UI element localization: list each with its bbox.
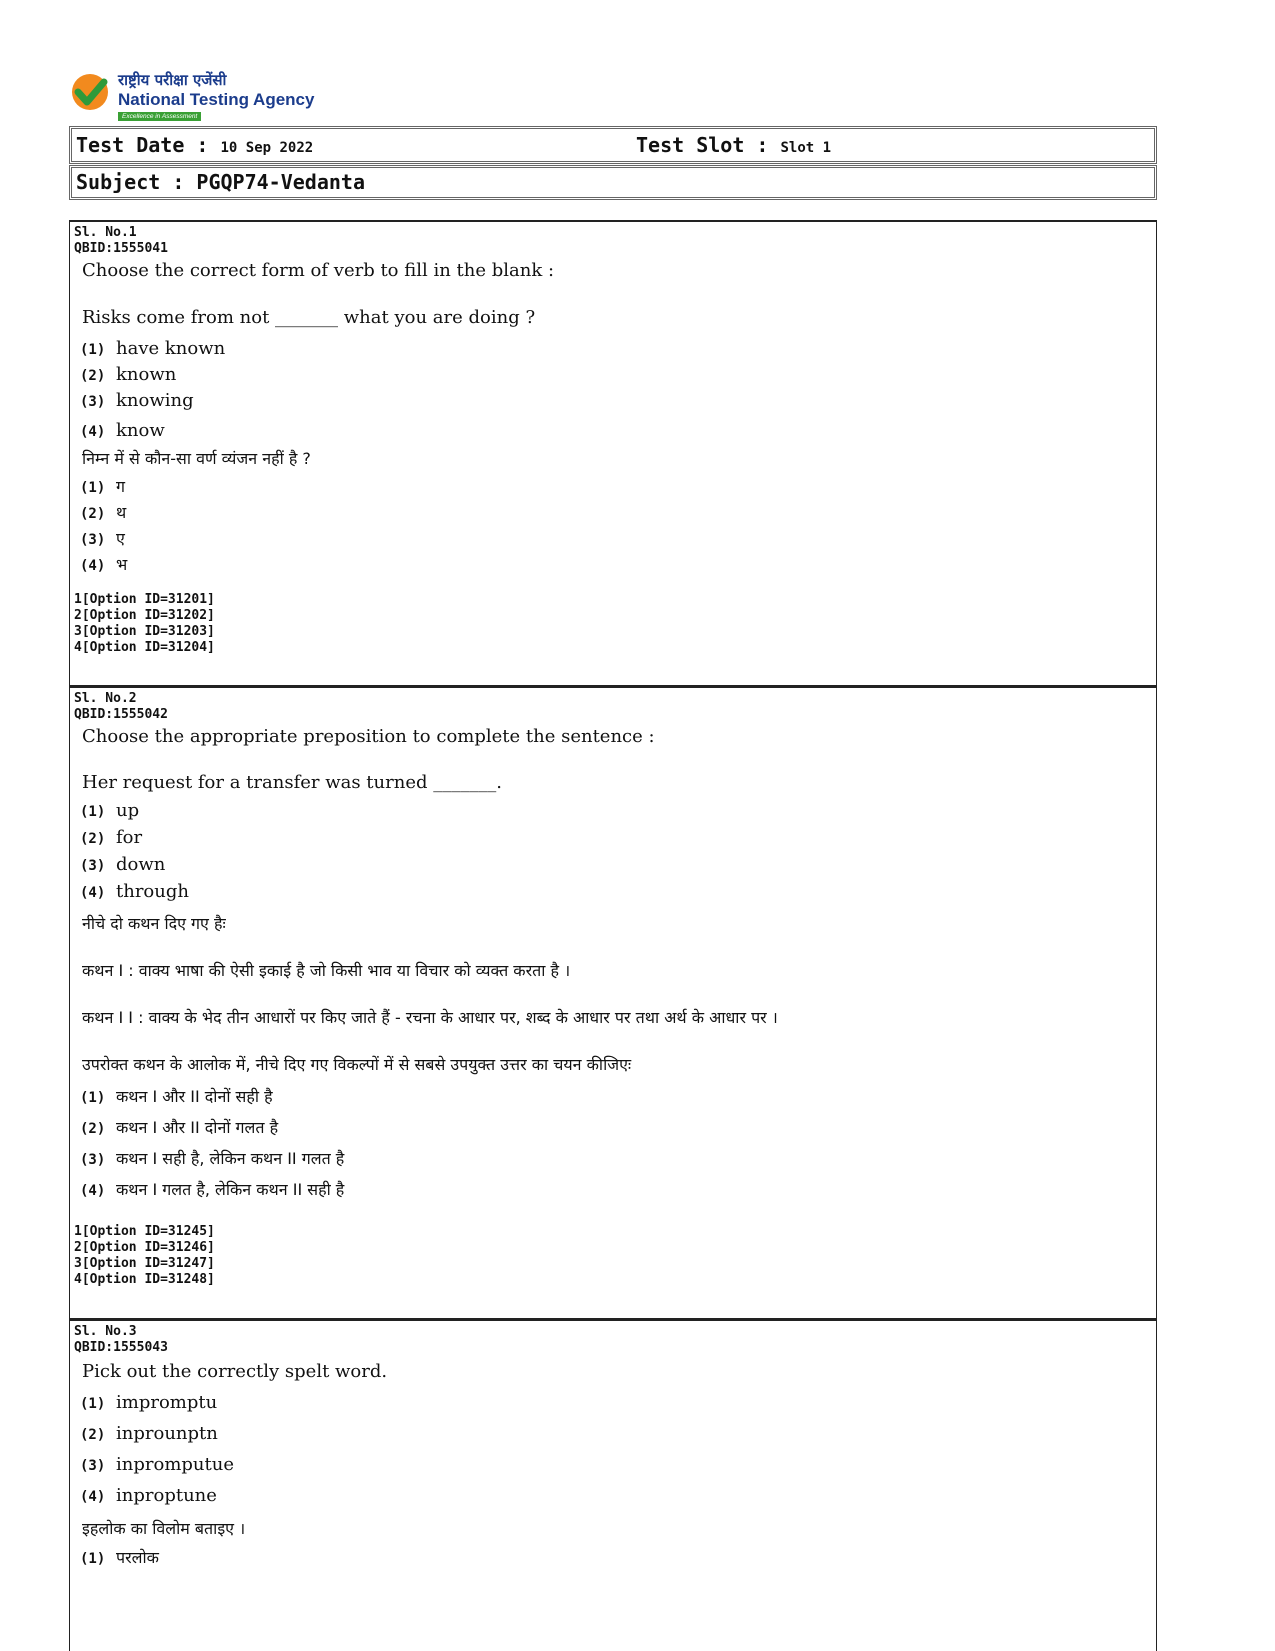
sl-no: Sl. No.1 — [74, 225, 137, 240]
test-slot-value: Slot 1 — [780, 140, 832, 156]
option-text: known — [116, 364, 177, 385]
subject-box — [69, 165, 1157, 200]
option-number: (3) — [80, 394, 106, 410]
option-id-3: 3[Option ID=31247] — [74, 1256, 215, 1271]
question-text-en: Choose the correct form of verb to fill in the blank : — [82, 260, 555, 281]
question-text-en: Pick out the correctly spelt word. — [82, 1361, 388, 1382]
option-id-4: 4[Option ID=31204] — [74, 640, 215, 655]
subject-value: PGQP74-Vedanta — [196, 170, 365, 194]
statement-1-hi: कथन I : वाक्य भाषा की ऐसी इकाई है जो किसी भाव या विचार को व्यक्त करता है । — [82, 961, 571, 980]
option-text: परलोक — [116, 1548, 159, 1567]
option-number: (2) — [80, 1121, 106, 1137]
option-number: (3) — [80, 1152, 106, 1168]
qbid: QBID:1555041 — [74, 241, 168, 256]
option-number: (1) — [80, 480, 106, 496]
option-hi-3 — [80, 527, 125, 549]
option-number: (1) — [80, 1090, 106, 1106]
test-date-label: Test Date : — [76, 133, 209, 157]
option-text: कथन I और II दोनों गलत है — [116, 1118, 279, 1137]
option-text: inproptune — [116, 1485, 217, 1506]
test-slot — [636, 133, 831, 157]
test-slot-label: Test Slot : — [636, 133, 769, 157]
test-info-box — [69, 126, 1157, 164]
option-text: have known — [116, 338, 226, 359]
option-text: for — [116, 827, 143, 848]
option-id-2: 2[Option ID=31202] — [74, 608, 215, 623]
option-text: through — [116, 881, 189, 902]
option-en-3 — [80, 854, 165, 875]
option-en-2 — [80, 827, 142, 848]
logo-hindi-text: राष्ट्रीय परीक्षा एजेंसी — [118, 71, 227, 89]
option-text: impromptu — [116, 1392, 218, 1413]
question-text-en: Choose the appropriate preposition to complete the sentence : — [82, 726, 655, 747]
option-en-1 — [80, 1392, 217, 1413]
option-text: भ — [116, 555, 128, 574]
question-block-2 — [69, 686, 1157, 1319]
instruction-hi: उपरोक्त कथन के आलोक में, नीचे दिए गए विकल्पों में से सबसे उपयुक्त उत्तर का चयन कीजिएः — [82, 1055, 632, 1074]
option-number: (1) — [80, 342, 106, 358]
option-text: ए — [116, 529, 125, 548]
option-id-2: 2[Option ID=31246] — [74, 1240, 215, 1255]
logo-tagline: Excellence in Assessment — [118, 112, 201, 121]
question-block-3 — [69, 1319, 1157, 1651]
option-text: inpromputue — [116, 1454, 234, 1475]
option-en-1 — [80, 338, 225, 359]
question-sentence-en: Her request for a transfer was turned _______. — [82, 772, 502, 793]
option-number: (1) — [80, 1396, 106, 1412]
option-number: (4) — [80, 1183, 106, 1199]
option-en-2 — [80, 364, 176, 385]
option-number: (4) — [80, 558, 106, 574]
sl-no: Sl. No.2 — [74, 691, 137, 706]
option-en-3 — [80, 1454, 234, 1475]
option-en-4 — [80, 1485, 217, 1506]
logo-english-text: National Testing Agency — [118, 90, 315, 109]
option-text: down — [116, 854, 166, 875]
option-number: (4) — [80, 424, 106, 440]
option-hi-1 — [80, 1085, 273, 1107]
question-block-1 — [69, 220, 1157, 686]
question-text-hi: इहलोक का विलोम बताइए । — [82, 1519, 246, 1538]
option-number: (2) — [80, 831, 106, 847]
option-text: knowing — [116, 390, 194, 411]
option-hi-1 — [80, 475, 125, 497]
sl-no: Sl. No.3 — [74, 1324, 137, 1339]
qbid: QBID:1555042 — [74, 707, 168, 722]
question-text-hi: नीचे दो कथन दिए गए हैः — [82, 914, 226, 933]
option-hi-2 — [80, 1116, 278, 1138]
statement-2-hi: कथन I I : वाक्य के भेद तीन आधारों पर किए जाते हैं - रचना के आधार पर, शब्द के आधार पर तथा अर्थ के आधार पर । — [82, 1008, 778, 1027]
option-id-3: 3[Option ID=31203] — [74, 624, 215, 639]
option-hi-1 — [80, 1546, 159, 1568]
option-text: inprounptn — [116, 1423, 218, 1444]
option-number: (4) — [80, 1489, 106, 1505]
nta-check-icon — [70, 72, 110, 112]
option-id-1: 1[Option ID=31201] — [74, 592, 215, 607]
test-date-value: 10 Sep 2022 — [220, 140, 314, 156]
option-id-1: 1[Option ID=31245] — [74, 1224, 215, 1239]
option-number: (2) — [80, 368, 106, 384]
option-number: (1) — [80, 804, 106, 820]
option-en-4 — [80, 420, 165, 441]
subject — [76, 170, 365, 194]
option-en-1 — [80, 800, 139, 821]
option-number: (3) — [80, 1458, 106, 1474]
option-text: कथन I गलत है, लेकिन कथन II सही है — [116, 1180, 345, 1199]
nta-logo — [70, 70, 390, 122]
question-sentence-en: Risks come from not _______ what you are doing ? — [82, 307, 536, 328]
option-text: कथन I और II दोनों सही है — [116, 1087, 273, 1106]
option-number: (2) — [80, 506, 106, 522]
option-number: (3) — [80, 532, 106, 548]
qbid: QBID:1555043 — [74, 1340, 168, 1355]
option-hi-3 — [80, 1147, 344, 1169]
question-text-hi: निम्न में से कौन-सा वर्ण व्यंजन नहीं है ? — [82, 449, 311, 468]
option-hi-4 — [80, 553, 127, 575]
option-en-2 — [80, 1423, 218, 1444]
option-text: थ — [116, 503, 127, 522]
option-hi-2 — [80, 501, 126, 523]
option-en-4 — [80, 881, 189, 902]
option-en-3 — [80, 390, 194, 411]
option-text: कथन I सही है, लेकिन कथन II गलत है — [116, 1149, 345, 1168]
option-id-4: 4[Option ID=31248] — [74, 1272, 215, 1287]
option-hi-4 — [80, 1178, 344, 1200]
option-text: ग — [116, 477, 126, 496]
option-number: (4) — [80, 885, 106, 901]
option-number: (3) — [80, 858, 106, 874]
option-number: (2) — [80, 1427, 106, 1443]
subject-label: Subject : — [76, 170, 185, 194]
option-number: (1) — [80, 1551, 106, 1567]
option-text: know — [116, 420, 165, 441]
option-text: up — [116, 800, 140, 821]
test-date — [76, 133, 313, 157]
